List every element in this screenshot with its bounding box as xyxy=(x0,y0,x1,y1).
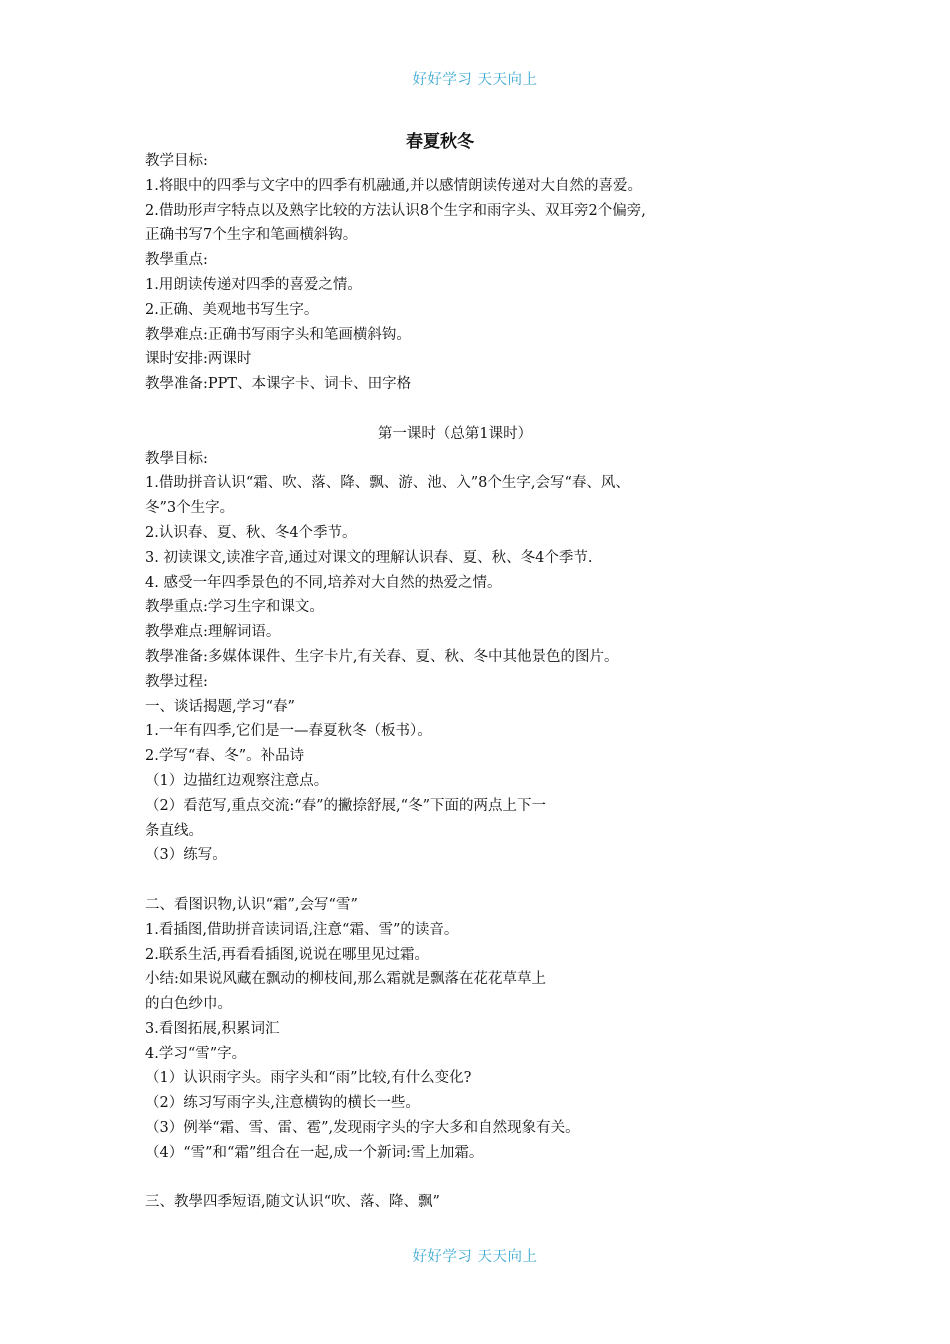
text-line: 一、谈话揭题,学习“春” xyxy=(145,698,295,715)
text-line: 1.用朗读传递对四季的喜爱之情。 xyxy=(145,276,362,293)
document-title: 春夏秋冬 xyxy=(406,132,474,152)
text-line: 1.一年有四季,它们是一—春夏秋冬（板书）。 xyxy=(145,723,432,740)
text-line: 教學目标: xyxy=(145,450,208,467)
text-line: 4. 感受一年四季景色的不同,培养对大自然的热爱之情。 xyxy=(145,574,502,591)
text-line: 冬”3个生字。 xyxy=(145,500,235,517)
blank-line xyxy=(145,1166,785,1191)
text-line: （3）练写。 xyxy=(145,847,227,864)
text-line: （2）看范写,重点交流:“春”的撇捺舒展,“冬”下面的两点上下一 xyxy=(145,797,546,814)
text-line: 课时安排:两课时 xyxy=(145,351,252,368)
text-line: （1）边描红边观察注意点。 xyxy=(145,772,329,789)
text-line: 3. 初读课文,读准字音,通过对课文的理解认识春、夏、秋、冬4个季节. xyxy=(145,549,593,566)
text-line: 条直线。 xyxy=(145,822,203,839)
text-line: 2.正确、美观地书写生字。 xyxy=(145,301,319,318)
text-line: 正确书写7个生字和笔画横斜钩。 xyxy=(145,227,358,244)
text-line: 教学目标: xyxy=(145,153,208,169)
text-line: 1.看插图,借助拼音读词语,注意“霜、雪”的读音。 xyxy=(145,921,459,938)
text-line: 3.看图拓展,积累词汇 xyxy=(145,1020,280,1037)
document-body xyxy=(145,149,785,1215)
blank-line xyxy=(145,397,785,422)
page-header-motto: 好好学习 天天向上 xyxy=(412,72,538,88)
text-line: 教學过程: xyxy=(145,673,208,690)
text-line: 教學重点:学习生字和课文。 xyxy=(145,599,324,616)
text-line: 教學准备:多媒体课件、生字卡片,有关春、夏、秋、冬中其他景色的图片。 xyxy=(145,648,619,665)
text-line: 教學准备:PPT、本课字卡、词卡、田字格 xyxy=(145,376,412,393)
text-line: （4）“雪”和“霜”组合在一起,成一个新词:雪上加霜。 xyxy=(145,1144,484,1161)
text-line: 小结:如果说风藏在飘动的柳枝间,那么霜就是飘落在花花草草上 xyxy=(145,971,546,988)
text-line: 2.学写“春、冬”。补品诗 xyxy=(145,748,305,765)
text-line: （3）例举“霜、雪、雷、雹”,发现雨字头的字大多和自然现象有关。 xyxy=(145,1120,580,1137)
text-line: （1）认识雨字头。雨字头和“雨”比较,有什么变化? xyxy=(145,1070,472,1087)
text-line: 教學重点: xyxy=(145,252,208,269)
text-line: 二、看图识物,认识“霜”,会写“雪” xyxy=(145,896,358,913)
text-line: 1.将眼中的四季与文字中的四季有机融通,并以感情朗读传递对大自然的喜爱。 xyxy=(145,177,642,194)
text-line: 1.借助拼音认识“霜、吹、落、降、飘、游、池、入”8个生字,会写“春、风、 xyxy=(145,475,630,492)
text-line: 教學难点:正确书写雨字头和笔画横斜钩。 xyxy=(145,326,411,343)
page-footer-motto: 好好学习 天天向上 xyxy=(412,1249,538,1265)
blank-line xyxy=(145,868,785,893)
text-line: 2.借助形声字特点以及熟字比较的方法认识8个生字和雨字头、双耳旁2个偏旁, xyxy=(145,202,646,219)
text-line: 三、教學四季短语,随文认识“吹、落、降、飘” xyxy=(145,1194,440,1211)
text-line: 2.联系生活,再看看插图,说说在哪里见过霜。 xyxy=(145,946,430,963)
text-line: 2.认识春、夏、秋、冬4个季节。 xyxy=(145,524,357,541)
text-line: 第一课时（总第1课时） xyxy=(377,425,533,442)
text-line: 教學难点:理解词语。 xyxy=(145,624,281,641)
text-line: （2）练习写雨字头,注意横钩的横长一些。 xyxy=(145,1095,420,1112)
text-line: 的白色纱巾。 xyxy=(145,996,232,1013)
text-line: 4.学习“雪”字。 xyxy=(145,1045,247,1062)
